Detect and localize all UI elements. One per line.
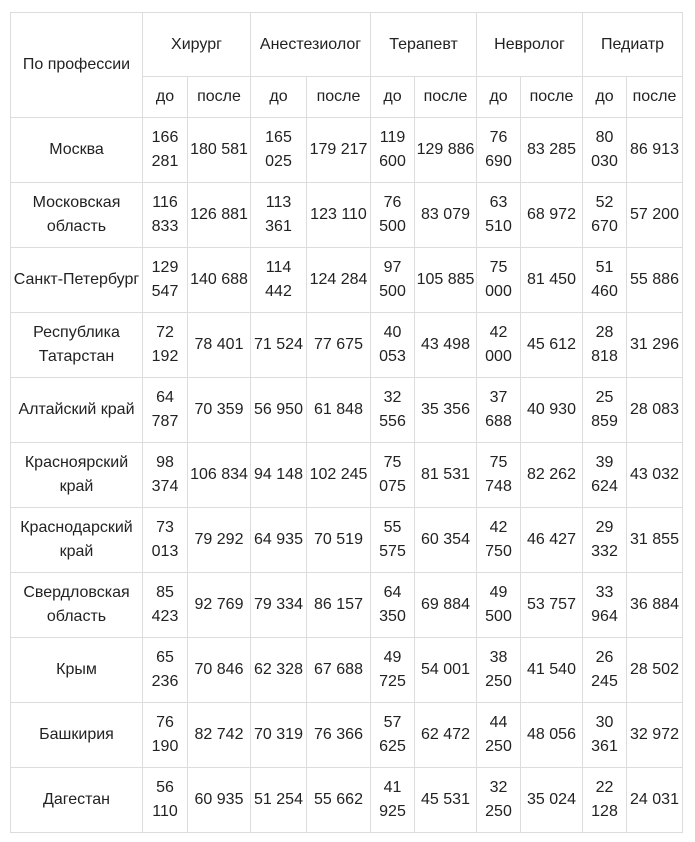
header-row-professions (11, 13, 683, 77)
value-before-cell: 26 245 (583, 638, 627, 703)
period-before-header: до (477, 77, 521, 118)
salary-table (10, 12, 683, 833)
region-name: Красноярский край (11, 443, 143, 508)
value-after-cell: 61 848 (307, 378, 371, 443)
value-after-cell: 53 757 (521, 573, 583, 638)
value-after-cell: 81 450 (521, 248, 583, 313)
region-name: Московская область (11, 183, 143, 248)
value-after-cell: 76 366 (307, 703, 371, 768)
value-before-cell: 22 128 (583, 768, 627, 833)
value-after-cell: 86 913 (627, 118, 683, 183)
value-after-cell: 55 886 (627, 248, 683, 313)
period-before-header: до (251, 77, 307, 118)
region-name: Дагестан (11, 768, 143, 833)
value-after-cell: 124 284 (307, 248, 371, 313)
value-after-cell: 45 612 (521, 313, 583, 378)
region-name: Санкт-Петербург (11, 248, 143, 313)
value-after-cell: 82 742 (188, 703, 251, 768)
value-before-cell: 64 787 (143, 378, 188, 443)
value-before-cell: 56 950 (251, 378, 307, 443)
table-row (11, 443, 683, 508)
value-after-cell: 60 935 (188, 768, 251, 833)
region-name: Крым (11, 638, 143, 703)
value-before-cell: 41 925 (371, 768, 415, 833)
value-after-cell: 62 472 (415, 703, 477, 768)
value-after-cell: 105 885 (415, 248, 477, 313)
period-before-header: до (143, 77, 188, 118)
value-before-cell: 32 250 (477, 768, 521, 833)
value-before-cell: 25 859 (583, 378, 627, 443)
value-before-cell: 39 624 (583, 443, 627, 508)
value-before-cell: 75 000 (477, 248, 521, 313)
value-after-cell: 86 157 (307, 573, 371, 638)
value-after-cell: 46 427 (521, 508, 583, 573)
corner-header: По профессии (11, 13, 143, 118)
value-after-cell: 43 498 (415, 313, 477, 378)
value-after-cell: 55 662 (307, 768, 371, 833)
value-before-cell: 30 361 (583, 703, 627, 768)
value-before-cell: 51 460 (583, 248, 627, 313)
value-before-cell: 72 192 (143, 313, 188, 378)
value-before-cell: 49 725 (371, 638, 415, 703)
period-before-header: до (371, 77, 415, 118)
value-before-cell: 75 075 (371, 443, 415, 508)
value-before-cell: 42 750 (477, 508, 521, 573)
value-before-cell: 75 748 (477, 443, 521, 508)
period-after-header: после (415, 77, 477, 118)
value-before-cell: 116 833 (143, 183, 188, 248)
value-after-cell: 28 083 (627, 378, 683, 443)
value-after-cell: 67 688 (307, 638, 371, 703)
value-before-cell: 85 423 (143, 573, 188, 638)
table-row (11, 183, 683, 248)
value-before-cell: 73 013 (143, 508, 188, 573)
value-before-cell: 70 319 (251, 703, 307, 768)
table-row (11, 248, 683, 313)
value-after-cell: 79 292 (188, 508, 251, 573)
value-after-cell: 35 356 (415, 378, 477, 443)
value-after-cell: 106 834 (188, 443, 251, 508)
value-before-cell: 98 374 (143, 443, 188, 508)
value-before-cell: 42 000 (477, 313, 521, 378)
value-before-cell: 129 547 (143, 248, 188, 313)
value-after-cell: 102 245 (307, 443, 371, 508)
value-before-cell: 79 334 (251, 573, 307, 638)
value-after-cell: 126 881 (188, 183, 251, 248)
period-after-header: после (521, 77, 583, 118)
value-after-cell: 70 519 (307, 508, 371, 573)
table-row (11, 573, 683, 638)
value-before-cell: 52 670 (583, 183, 627, 248)
value-before-cell: 56 110 (143, 768, 188, 833)
value-before-cell: 64 935 (251, 508, 307, 573)
value-after-cell: 31 855 (627, 508, 683, 573)
value-after-cell: 45 531 (415, 768, 477, 833)
value-before-cell: 40 053 (371, 313, 415, 378)
table-row (11, 638, 683, 703)
value-before-cell: 113 361 (251, 183, 307, 248)
period-after-header: после (307, 77, 371, 118)
value-after-cell: 40 930 (521, 378, 583, 443)
value-before-cell: 76 190 (143, 703, 188, 768)
value-after-cell: 82 262 (521, 443, 583, 508)
value-after-cell: 77 675 (307, 313, 371, 378)
profession-header: Терапевт (371, 13, 477, 77)
value-before-cell: 165 025 (251, 118, 307, 183)
value-after-cell: 68 972 (521, 183, 583, 248)
value-before-cell: 119 600 (371, 118, 415, 183)
region-name: Башкирия (11, 703, 143, 768)
value-before-cell: 51 254 (251, 768, 307, 833)
table-row (11, 703, 683, 768)
value-after-cell: 83 079 (415, 183, 477, 248)
value-after-cell: 70 359 (188, 378, 251, 443)
table-row (11, 508, 683, 573)
period-after-header: после (188, 77, 251, 118)
profession-header: Анестезиолог (251, 13, 371, 77)
value-before-cell: 49 500 (477, 573, 521, 638)
value-before-cell: 44 250 (477, 703, 521, 768)
value-after-cell: 36 884 (627, 573, 683, 638)
value-before-cell: 33 964 (583, 573, 627, 638)
table-row (11, 313, 683, 378)
value-before-cell: 114 442 (251, 248, 307, 313)
value-after-cell: 92 769 (188, 573, 251, 638)
value-before-cell: 71 524 (251, 313, 307, 378)
value-after-cell: 83 285 (521, 118, 583, 183)
value-before-cell: 97 500 (371, 248, 415, 313)
value-before-cell: 38 250 (477, 638, 521, 703)
value-after-cell: 123 110 (307, 183, 371, 248)
period-after-header: после (627, 77, 683, 118)
value-before-cell: 76 500 (371, 183, 415, 248)
value-before-cell: 28 818 (583, 313, 627, 378)
value-after-cell: 32 972 (627, 703, 683, 768)
value-after-cell: 179 217 (307, 118, 371, 183)
table-row (11, 118, 683, 183)
value-before-cell: 80 030 (583, 118, 627, 183)
value-after-cell: 129 886 (415, 118, 477, 183)
profession-header: Хирург (143, 13, 251, 77)
value-after-cell: 48 056 (521, 703, 583, 768)
region-name: Свердловская область (11, 573, 143, 638)
value-after-cell: 57 200 (627, 183, 683, 248)
value-after-cell: 35 024 (521, 768, 583, 833)
value-before-cell: 62 328 (251, 638, 307, 703)
region-name: Алтайский край (11, 378, 143, 443)
table-row (11, 768, 683, 833)
value-after-cell: 43 032 (627, 443, 683, 508)
value-after-cell: 24 031 (627, 768, 683, 833)
value-before-cell: 166 281 (143, 118, 188, 183)
table-row (11, 378, 683, 443)
value-after-cell: 180 581 (188, 118, 251, 183)
value-before-cell: 64 350 (371, 573, 415, 638)
value-after-cell: 41 540 (521, 638, 583, 703)
value-before-cell: 65 236 (143, 638, 188, 703)
value-after-cell: 54 001 (415, 638, 477, 703)
value-before-cell: 32 556 (371, 378, 415, 443)
value-before-cell: 55 575 (371, 508, 415, 573)
table-body (11, 118, 683, 833)
value-after-cell: 81 531 (415, 443, 477, 508)
region-name: Краснодарский край (11, 508, 143, 573)
value-after-cell: 78 401 (188, 313, 251, 378)
value-after-cell: 69 884 (415, 573, 477, 638)
value-after-cell: 140 688 (188, 248, 251, 313)
value-before-cell: 63 510 (477, 183, 521, 248)
value-before-cell: 94 148 (251, 443, 307, 508)
period-before-header: до (583, 77, 627, 118)
value-after-cell: 60 354 (415, 508, 477, 573)
profession-header: Невролог (477, 13, 583, 77)
value-before-cell: 29 332 (583, 508, 627, 573)
region-name: Москва (11, 118, 143, 183)
value-before-cell: 76 690 (477, 118, 521, 183)
value-after-cell: 31 296 (627, 313, 683, 378)
value-before-cell: 57 625 (371, 703, 415, 768)
region-name: Республика Татарстан (11, 313, 143, 378)
profession-header: Педиатр (583, 13, 683, 77)
value-after-cell: 28 502 (627, 638, 683, 703)
value-before-cell: 37 688 (477, 378, 521, 443)
value-after-cell: 70 846 (188, 638, 251, 703)
